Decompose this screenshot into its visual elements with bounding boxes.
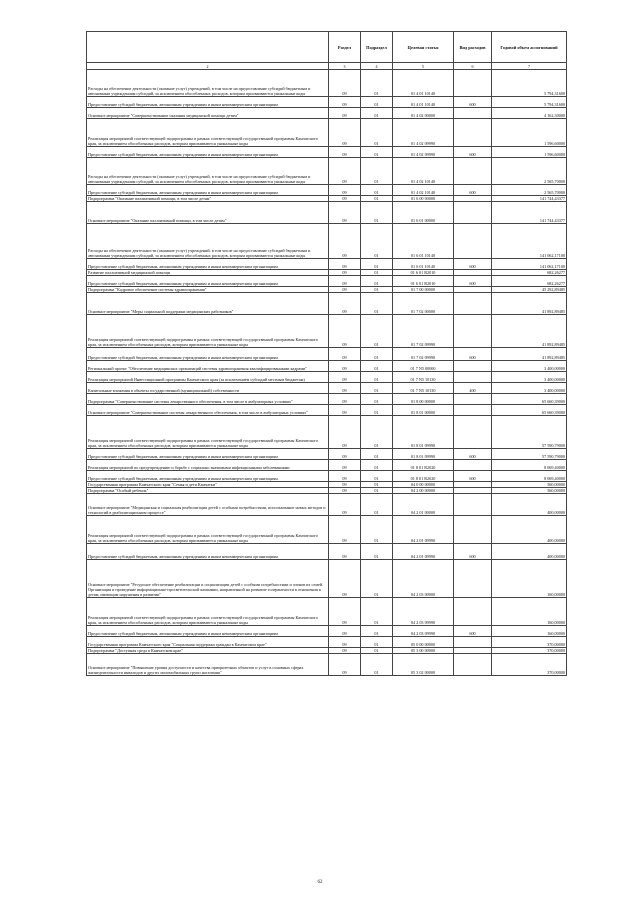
cell-amount: 3 400,00000 — [492, 372, 567, 383]
cell-razdel: 09 — [329, 97, 361, 108]
cell-expense-type — [454, 460, 492, 471]
cell-amount: 45 292,89485 — [492, 287, 567, 293]
cell-target-article: 01 8 01 09990 — [393, 449, 454, 460]
cell-name: Предоставление субсидий бюджетным, автономным учреждениям и иным некоммерческим организациям — [87, 544, 329, 560]
cell-amount: 41 892,89485 — [492, 315, 567, 348]
table-row — [87, 224, 567, 259]
cell-razdel: 09 — [329, 202, 361, 224]
cell-expense-type — [454, 560, 492, 598]
cell-target-article: 01 7 02 00000 — [393, 293, 454, 315]
cell-expense-type: 600 — [454, 185, 492, 196]
cell-expense-type — [454, 293, 492, 315]
cell-podrazdel: 01 — [361, 598, 393, 626]
cell-target-article: 04 2 03 09990 — [393, 598, 454, 626]
colnum: 3 — [329, 63, 361, 70]
cell-razdel: 09 — [329, 488, 361, 494]
cell-amount: 141 062,17100 — [492, 259, 567, 270]
header-razdel: Раздел — [329, 32, 361, 63]
cell-target-article: 01 7 02 09990 — [393, 348, 454, 361]
cell-name: Предоставление субсидий бюджетным, автономным учреждениям и иным некоммерческим организациям — [87, 449, 329, 460]
cell-podrazdel: 01 — [361, 383, 393, 394]
cell-razdel: 09 — [329, 383, 361, 394]
cell-name: Подпрограмма "Совершенствование системы лекарственного обеспечения, в том числе в амбулаторных условиях" — [87, 394, 329, 405]
cell-expense-type: 600 — [454, 147, 492, 158]
cell-target-article: 01 8 00 00000 — [393, 394, 454, 405]
cell-target-article: 01 4 02 09990 — [393, 119, 454, 147]
cell-target-article: 01 4 01 10140 — [393, 97, 454, 108]
colnum: 4 — [361, 63, 393, 70]
cell-target-article: 04 2 01 09990 — [393, 516, 454, 544]
cell-amount: 160,00000 — [492, 626, 567, 637]
colnum: 2 — [87, 63, 329, 70]
table-row — [87, 394, 567, 405]
table-row — [87, 516, 567, 544]
cell-razdel: 09 — [329, 394, 361, 405]
colnum: 7 — [492, 63, 567, 70]
cell-expense-type — [454, 416, 492, 449]
cell-expense-type — [454, 494, 492, 516]
cell-expense-type — [454, 158, 492, 185]
cell-target-article: 04 2 01 09990 — [393, 544, 454, 560]
cell-amount: 8 069,40000 — [492, 460, 567, 471]
cell-name: Основное мероприятие "Ресурсное обеспечение реабилитации и социализации детей с особыми потребностями и членов их семей. Организация и проведение информационно-просветительской кампании, направленной на развитие толерантности в отношении к детям, имеющим нарушения в развитии" — [87, 560, 329, 598]
cell-target-article: 01 8 01 R2020 — [393, 471, 454, 482]
cell-podrazdel: 01 — [361, 494, 393, 516]
table-header-row — [87, 32, 567, 63]
cell-amount: 400,00000 — [492, 544, 567, 560]
cell-expense-type — [454, 637, 492, 648]
cell-podrazdel: 01 — [361, 97, 393, 108]
cell-name: Предоставление субсидий бюджетным, автономным учреждениям и иным некоммерческим организациям — [87, 276, 329, 287]
cell-amount: 2 565,70000 — [492, 158, 567, 185]
cell-expense-type — [454, 516, 492, 544]
colnum: 6 — [454, 63, 492, 70]
cell-amount: 141 744,43377 — [492, 196, 567, 202]
cell-amount: 1 596,60000 — [492, 119, 567, 147]
cell-expense-type: 600 — [454, 449, 492, 460]
cell-razdel: 09 — [329, 315, 361, 348]
cell-razdel: 09 — [329, 637, 361, 648]
table-row — [87, 416, 567, 449]
cell-amount: 160,00000 — [492, 560, 567, 598]
table-body — [87, 70, 567, 676]
cell-amount: 560,00000 — [492, 488, 567, 494]
colnum: 5 — [393, 63, 454, 70]
cell-razdel: 09 — [329, 626, 361, 637]
cell-amount: 3 400,00000 — [492, 361, 567, 372]
cell-expense-type — [454, 394, 492, 405]
cell-amount: 682,26277 — [492, 270, 567, 276]
cell-podrazdel: 01 — [361, 626, 393, 637]
cell-podrazdel: 01 — [361, 488, 393, 494]
cell-target-article: 01 4 02 10140 — [393, 185, 454, 196]
cell-target-article: 01 8 01 00000 — [393, 405, 454, 416]
cell-razdel: 09 — [329, 70, 361, 97]
cell-podrazdel: 01 — [361, 482, 393, 488]
page-number: 62 — [317, 880, 323, 885]
cell-target-article: 01 7 N5 10130 — [393, 372, 454, 383]
cell-expense-type — [454, 654, 492, 676]
cell-target-article: 01 6 01 10140 — [393, 259, 454, 270]
cell-name: Расходы на обеспечение деятельности (оказание услуг) учреждений, в том числе на предоставление субсидий бюджетным и автономным учреждениям субсидий, за исключением обособленных расходов, которым присваиваются уникальные коды — [87, 70, 329, 97]
cell-expense-type — [454, 598, 492, 626]
cell-expense-type — [454, 405, 492, 416]
cell-expense-type: 600 — [454, 276, 492, 287]
cell-razdel: 09 — [329, 361, 361, 372]
cell-name: Предоставление субсидий бюджетным, автономным учреждениям и иным некоммерческим организациям — [87, 471, 329, 482]
cell-expense-type: 600 — [454, 259, 492, 270]
cell-podrazdel: 01 — [361, 276, 393, 287]
table-row — [87, 348, 567, 361]
cell-name: Основное мероприятие "Оказание паллиативной помощи, в том числе детям" — [87, 202, 329, 224]
cell-name: Государственная программа Камчатского края "Семья и дети Камчатки" — [87, 482, 329, 488]
cell-amount: 370,00000 — [492, 648, 567, 654]
cell-amount: 41 892,89485 — [492, 348, 567, 361]
cell-amount: 41 892,89485 — [492, 293, 567, 315]
table-row — [87, 449, 567, 460]
cell-name: Основное мероприятие "Медицинская и социальная реабилитация детей с особыми потребностями, использование новых методов и технологий в реабилитационном процессе" — [87, 494, 329, 516]
cell-expense-type: 400 — [454, 383, 492, 394]
table-row — [87, 383, 567, 394]
cell-amount: 160,00000 — [492, 598, 567, 626]
table-row — [87, 598, 567, 626]
cell-amount: 65 660,39000 — [492, 405, 567, 416]
table-row — [87, 276, 567, 287]
cell-target-article: 01 4 01 10140 — [393, 70, 454, 97]
cell-podrazdel: 01 — [361, 108, 393, 119]
cell-name: Предоставление субсидий бюджетным, автономным учреждениям и иным некоммерческим организациям — [87, 185, 329, 196]
budget-table — [86, 31, 567, 676]
cell-podrazdel: 01 — [361, 158, 393, 185]
cell-name: Развитие паллиативной медицинской помощи — [87, 270, 329, 276]
cell-name: Основное мероприятие "Повышение уровня доступности и качества приоритетных объектов и услуг в основных сферах жизнедеятельности инвалидов и других маломобильных групп населения" — [87, 654, 329, 676]
cell-razdel: 09 — [329, 598, 361, 626]
cell-amount: 400,00000 — [492, 494, 567, 516]
cell-name: Расходы на обеспечение деятельности (оказание услуг) учреждений, в том числе на предоставление субсидий бюджетным и автономным учреждениям субсидий, за исключением обособленных расходов, которым присваиваются уникальные коды — [87, 158, 329, 185]
cell-target-article: 01 8 01 R2020 — [393, 460, 454, 471]
table-row — [87, 560, 567, 598]
cell-podrazdel: 01 — [361, 637, 393, 648]
cell-name: Расходы на обеспечение деятельности (оказание услуг) учреждений, в том числе на предоставление субсидий бюджетным и автономным учреждениям субсидий, за исключением обособленных расходов, которым присваиваются уникальные коды — [87, 224, 329, 259]
cell-name: Подпрограмма "Кадровое обеспечение системы здравоохранения" — [87, 287, 329, 293]
cell-name: Предоставление субсидий бюджетным, автономным учреждениям и иным некоммерческим организациям — [87, 259, 329, 270]
cell-target-article: 01 8 01 09990 — [393, 416, 454, 449]
cell-name: Реализация мероприятий соответствующей подпрограммы в рамках соответствующей государственной программы Камчатского края, за исключением обособленных расходов, которым присваиваются уникальные коды — [87, 119, 329, 147]
cell-amount: 65 660,39000 — [492, 394, 567, 405]
table-row — [87, 259, 567, 270]
cell-expense-type: 600 — [454, 348, 492, 361]
cell-amount: 141 062,17100 — [492, 224, 567, 259]
cell-podrazdel: 01 — [361, 224, 393, 259]
table-row — [87, 158, 567, 185]
cell-amount: 57 590,79000 — [492, 416, 567, 449]
cell-razdel: 09 — [329, 276, 361, 287]
cell-target-article: 04 2 01 00000 — [393, 494, 454, 516]
cell-target-article: 01 6 01 00000 — [393, 202, 454, 224]
cell-razdel: 09 — [329, 372, 361, 383]
cell-target-article: 01 6 01 10140 — [393, 224, 454, 259]
table-row — [87, 494, 567, 516]
cell-target-article: 04 2 03 00000 — [393, 560, 454, 598]
cell-target-article: 01 6 01 R2010 — [393, 270, 454, 276]
cell-podrazdel: 01 — [361, 516, 393, 544]
cell-name: Подпрограмма "Оказание паллиативной помощи, в том числе детям" — [87, 196, 329, 202]
cell-target-article: 01 7 N5 00000 — [393, 361, 454, 372]
cell-podrazdel: 01 — [361, 460, 393, 471]
column-number-row — [87, 63, 567, 70]
cell-podrazdel: 01 — [361, 648, 393, 654]
cell-podrazdel: 01 — [361, 202, 393, 224]
cell-name: Предоставление субсидий бюджетным, автономным учреждениям и иным некоммерческим организациям — [87, 97, 329, 108]
cell-name: Предоставление субсидий бюджетным, автономным учреждениям и иным некоммерческим организациям — [87, 626, 329, 637]
cell-expense-type — [454, 361, 492, 372]
cell-razdel: 09 — [329, 544, 361, 560]
table-row — [87, 185, 567, 196]
header-name — [87, 32, 329, 63]
cell-expense-type: 600 — [454, 471, 492, 482]
cell-target-article: 04 2 03 09990 — [393, 626, 454, 637]
cell-razdel: 09 — [329, 270, 361, 276]
cell-expense-type: 600 — [454, 626, 492, 637]
cell-podrazdel: 01 — [361, 119, 393, 147]
cell-razdel: 09 — [329, 108, 361, 119]
cell-razdel: 09 — [329, 259, 361, 270]
table-row — [87, 97, 567, 108]
cell-razdel: 09 — [329, 471, 361, 482]
cell-target-article: 01 7 00 00000 — [393, 287, 454, 293]
cell-expense-type — [454, 70, 492, 97]
cell-razdel: 09 — [329, 449, 361, 460]
cell-razdel: 09 — [329, 494, 361, 516]
cell-podrazdel: 01 — [361, 416, 393, 449]
budget-table-container — [86, 31, 566, 676]
cell-amount: 400,00000 — [492, 516, 567, 544]
cell-target-article: 01 6 01 R2010 — [393, 276, 454, 287]
cell-target-article: 01 4 02 09990 — [393, 147, 454, 158]
cell-razdel: 09 — [329, 119, 361, 147]
cell-expense-type — [454, 202, 492, 224]
cell-razdel: 09 — [329, 482, 361, 488]
table-row — [87, 202, 567, 224]
cell-podrazdel: 01 — [361, 654, 393, 676]
cell-amount: 57 590,79000 — [492, 449, 567, 460]
cell-name: Предоставление субсидий бюджетным, автономным учреждениям и иным некоммерческим организациям — [87, 147, 329, 158]
table-row — [87, 372, 567, 383]
header-podrazdel: Подраздел — [361, 32, 393, 63]
cell-razdel: 09 — [329, 185, 361, 196]
cell-name: Основное мероприятие "Совершенствование системы лекарственного обеспечения, в том числе в амбулаторных условиях" — [87, 405, 329, 416]
cell-podrazdel: 01 — [361, 471, 393, 482]
cell-expense-type — [454, 372, 492, 383]
cell-target-article: 01 4 02 00000 — [393, 108, 454, 119]
cell-amount: 370,00000 — [492, 654, 567, 676]
cell-name: Подпрограмма "Доступная среда в Камчатском крае" — [87, 648, 329, 654]
table-row — [87, 70, 567, 97]
cell-name: Капитальные вложения в объекты государственной (муниципальной) собственности — [87, 383, 329, 394]
cell-target-article: 01 6 00 00000 — [393, 196, 454, 202]
cell-podrazdel: 01 — [361, 405, 393, 416]
table-row — [87, 293, 567, 315]
cell-razdel: 09 — [329, 654, 361, 676]
cell-target-article: 01 7 N5 10130 — [393, 383, 454, 394]
cell-expense-type: 600 — [454, 544, 492, 560]
header-target-article: Целевая статья — [393, 32, 454, 63]
cell-amount: 3 400,00000 — [492, 383, 567, 394]
table-row — [87, 108, 567, 119]
cell-podrazdel: 01 — [361, 185, 393, 196]
cell-razdel: 09 — [329, 516, 361, 544]
cell-target-article: 04 2 00 00000 — [393, 488, 454, 494]
cell-podrazdel: 01 — [361, 196, 393, 202]
header-expense-type: Вид расходов — [454, 32, 492, 63]
cell-name: Реализация мероприятий по предупреждению и борьбе с социально значимыми инфекционными заболеваниями — [87, 460, 329, 471]
cell-podrazdel: 01 — [361, 372, 393, 383]
cell-podrazdel: 01 — [361, 560, 393, 598]
cell-target-article: 04 0 00 00000 — [393, 482, 454, 488]
cell-amount: 8 069,40000 — [492, 471, 567, 482]
cell-podrazdel: 01 — [361, 70, 393, 97]
cell-razdel: 09 — [329, 287, 361, 293]
cell-podrazdel: 01 — [361, 147, 393, 158]
cell-amount: 141 744,43377 — [492, 202, 567, 224]
cell-amount: 2 565,70000 — [492, 185, 567, 196]
cell-podrazdel: 01 — [361, 287, 393, 293]
table-row — [87, 637, 567, 648]
cell-podrazdel: 01 — [361, 449, 393, 460]
cell-podrazdel: 01 — [361, 544, 393, 560]
cell-name: Предоставление субсидий бюджетным, автономным учреждениям и иным некоммерческим организациям — [87, 348, 329, 361]
table-row — [87, 315, 567, 348]
table-row — [87, 361, 567, 372]
cell-name: Основное мероприятие "Совершенствование оказания медицинской помощи детям" — [87, 108, 329, 119]
table-row — [87, 119, 567, 147]
cell-razdel: 09 — [329, 416, 361, 449]
cell-razdel: 09 — [329, 348, 361, 361]
table-row — [87, 460, 567, 471]
cell-amount: 1 596,60000 — [492, 147, 567, 158]
cell-amount: 4 162,30000 — [492, 108, 567, 119]
cell-target-article: 01 4 02 10140 — [393, 158, 454, 185]
table-row — [87, 405, 567, 416]
cell-podrazdel: 01 — [361, 348, 393, 361]
cell-name: Реализация мероприятий соответствующей подпрограммы в рамках соответствующей государственной программы Камчатского края, за исключением обособленных расходов, которым присваиваются уникальные коды — [87, 315, 329, 348]
table-row — [87, 626, 567, 637]
table-row — [87, 654, 567, 676]
cell-razdel: 09 — [329, 196, 361, 202]
cell-razdel: 09 — [329, 147, 361, 158]
cell-name: Реализация мероприятий соответствующей подпрограммы в рамках соответствующей государственной программы Камчатского края, за исключением обособленных расходов, которым присваиваются уникальные коды — [87, 598, 329, 626]
cell-razdel: 09 — [329, 158, 361, 185]
cell-expense-type — [454, 224, 492, 259]
cell-expense-type — [454, 315, 492, 348]
cell-razdel: 09 — [329, 460, 361, 471]
table-row — [87, 471, 567, 482]
cell-amount: 5 794,31600 — [492, 70, 567, 97]
cell-razdel: 09 — [329, 405, 361, 416]
cell-razdel: 09 — [329, 560, 361, 598]
cell-expense-type: 600 — [454, 97, 492, 108]
cell-podrazdel: 01 — [361, 293, 393, 315]
cell-target-article: 05 0 00 00000 — [393, 637, 454, 648]
cell-podrazdel: 01 — [361, 394, 393, 405]
cell-podrazdel: 01 — [361, 259, 393, 270]
cell-podrazdel: 01 — [361, 361, 393, 372]
cell-name: Реализация мероприятий соответствующей подпрограммы в рамках соответствующей государственной программы Камчатского края, за исключением обособленных расходов, которым присваиваются уникальные коды — [87, 416, 329, 449]
cell-amount: 370,00000 — [492, 637, 567, 648]
cell-expense-type — [454, 108, 492, 119]
cell-amount: 682,26277 — [492, 276, 567, 287]
cell-razdel: 09 — [329, 224, 361, 259]
cell-name: Реализация мероприятий Инвестиционной программы Камчатского края (за исключением субсидий местным бюджетам) — [87, 372, 329, 383]
cell-target-article: 01 7 02 09990 — [393, 315, 454, 348]
cell-razdel: 09 — [329, 293, 361, 315]
cell-podrazdel: 01 — [361, 315, 393, 348]
cell-name: Государственная программа Камчатского края "Социальная поддержка граждан в Камчатском крае" — [87, 637, 329, 648]
cell-podrazdel: 01 — [361, 270, 393, 276]
table-row — [87, 147, 567, 158]
cell-name: Подпрограмма "Особый ребенок" — [87, 488, 329, 494]
table-row — [87, 544, 567, 560]
cell-name: Основное мероприятие "Меры социальной поддержки медицинских работников" — [87, 293, 329, 315]
cell-amount: 5 794,31600 — [492, 97, 567, 108]
cell-expense-type — [454, 119, 492, 147]
header-annual-amount: Годовой объем ассигнований — [492, 32, 567, 63]
cell-razdel: 09 — [329, 648, 361, 654]
cell-amount: 560,00000 — [492, 482, 567, 488]
cell-name: Реализация мероприятий соответствующей подпрограммы в рамках соответствующей государственной программы Камчатского края, за исключением обособленных расходов, которым присваиваются уникальные коды — [87, 516, 329, 544]
cell-name: Региональный проект "Обеспечение медицинских организаций системы здравоохранения квалифицированными кадрами" — [87, 361, 329, 372]
cell-target-article: 05 3 00 00000 — [393, 648, 454, 654]
cell-target-article: 05 3 02 00000 — [393, 654, 454, 676]
